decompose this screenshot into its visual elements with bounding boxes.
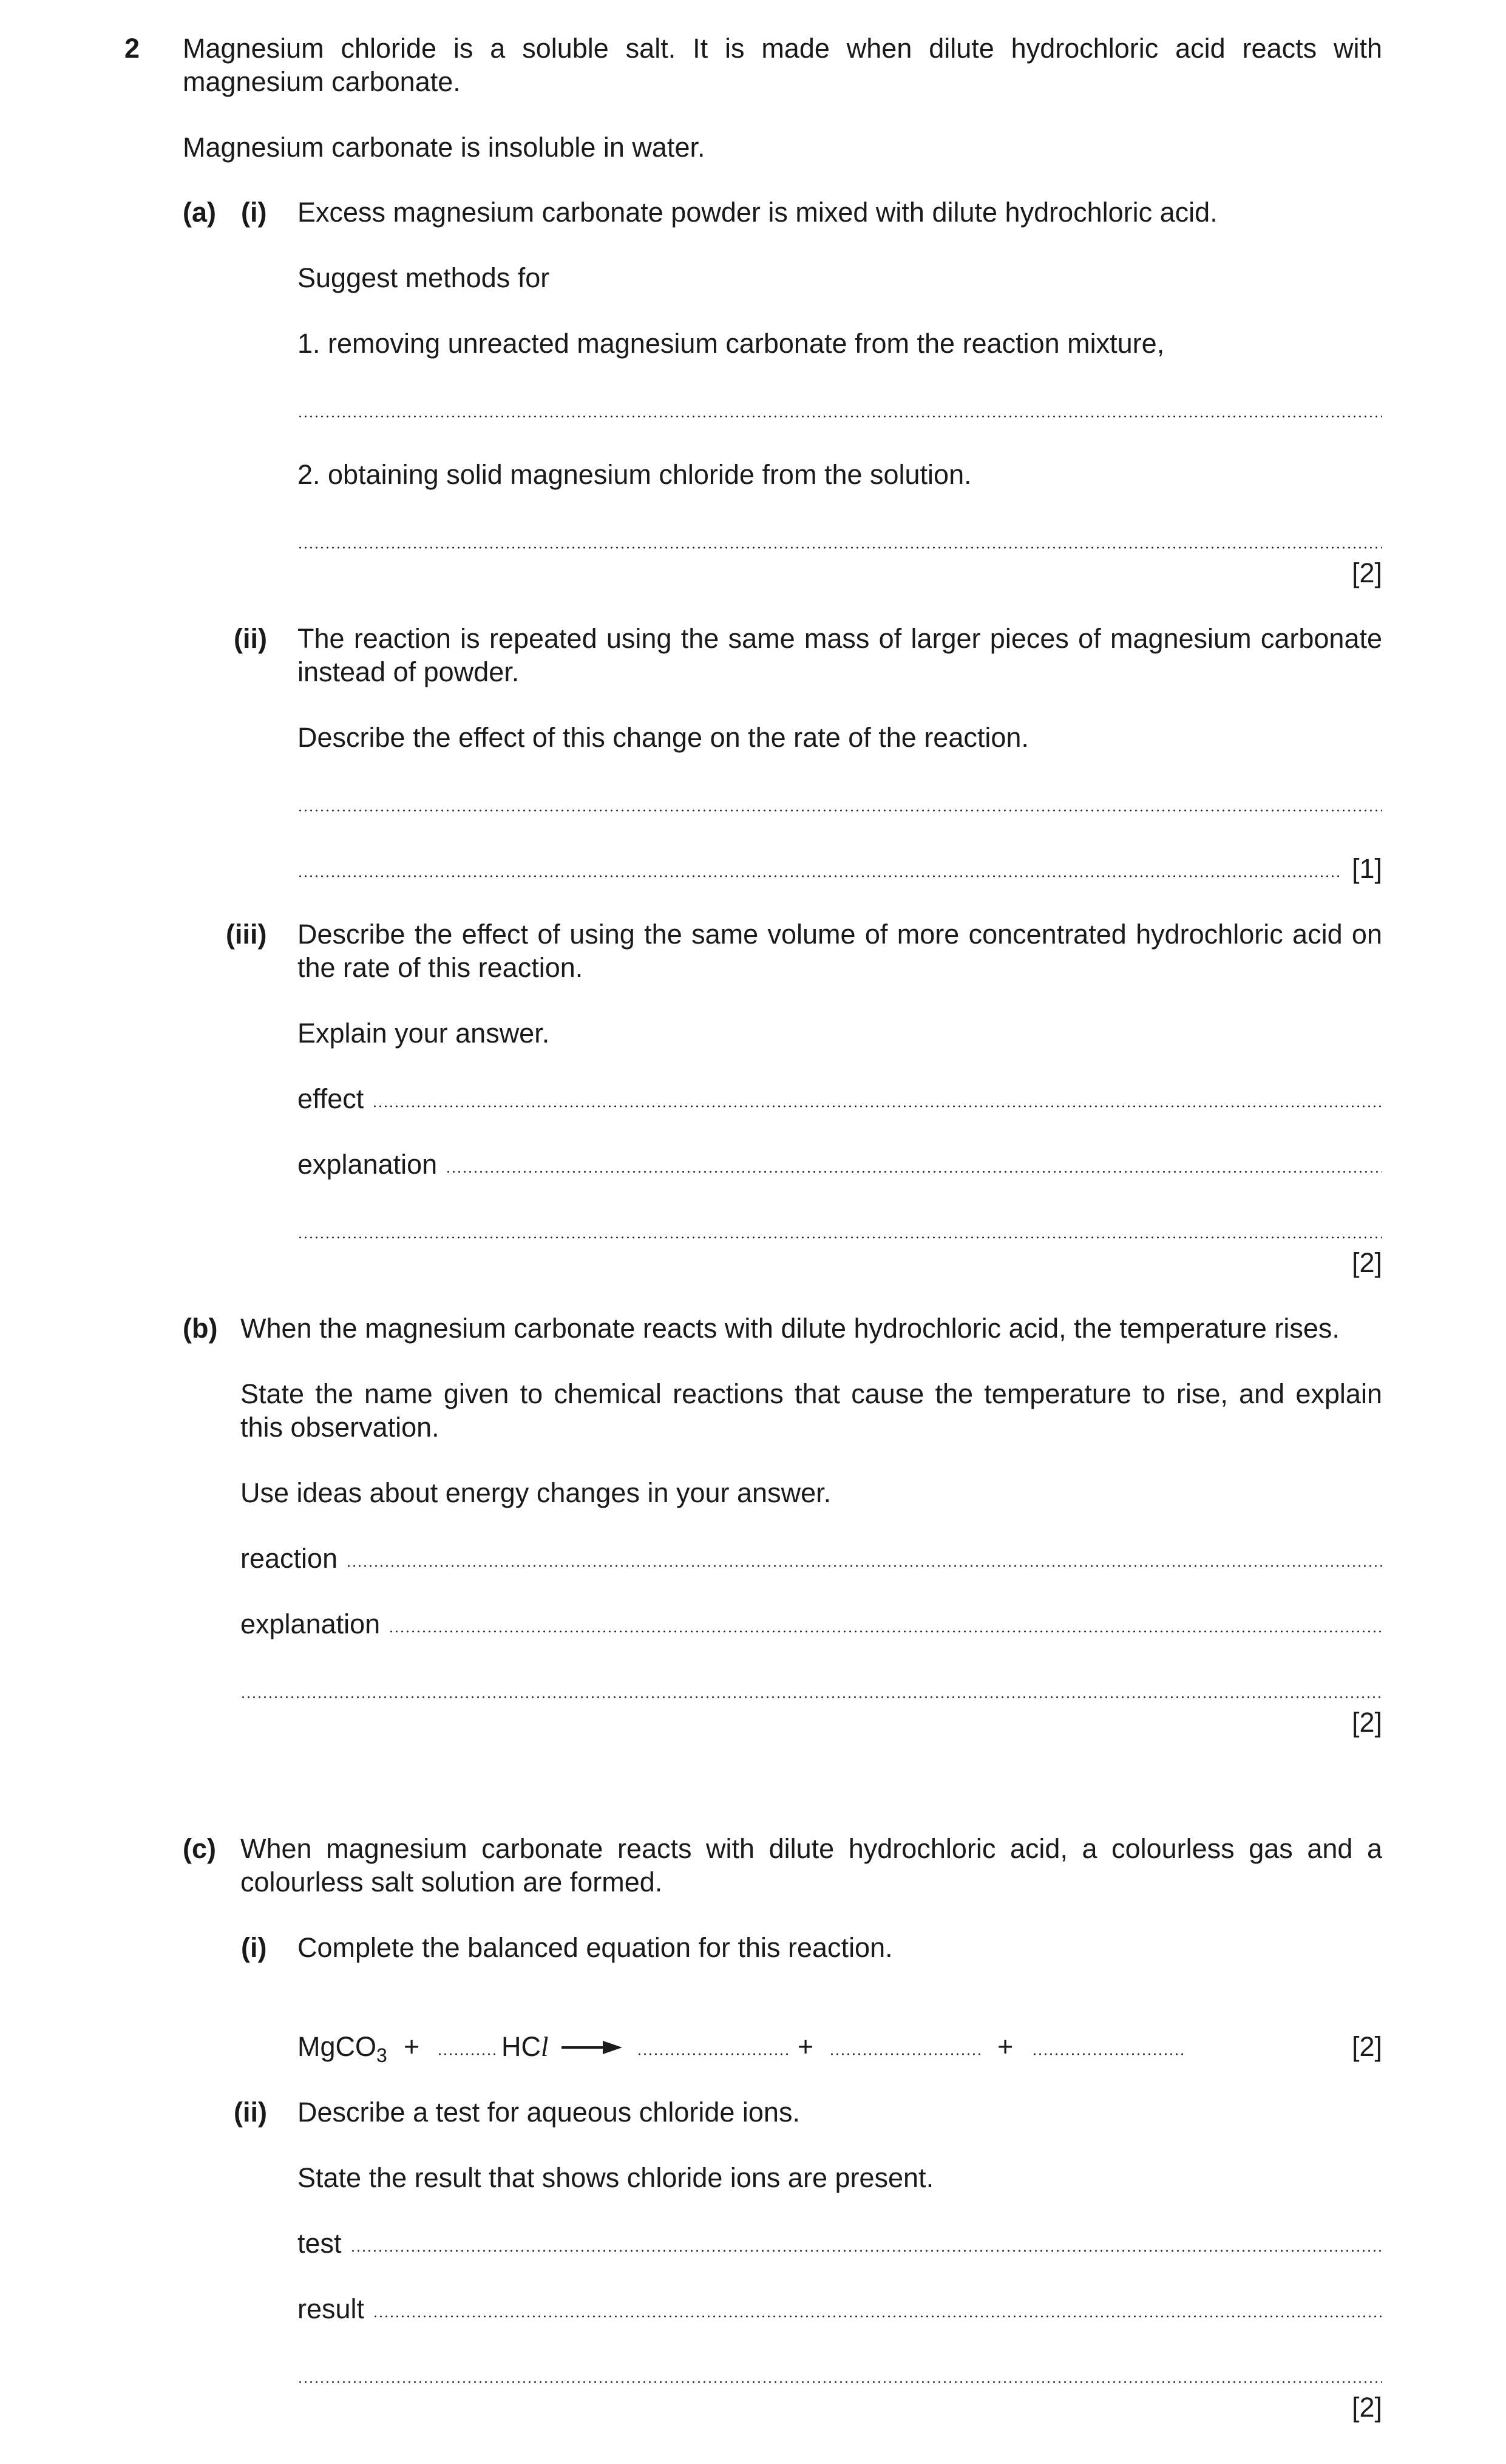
- part-a-iii-explain: Explain your answer.: [297, 1018, 550, 1049]
- eq-hcl: HC: [501, 2031, 541, 2062]
- part-c-ii-label: (ii): [234, 2097, 267, 2128]
- test-label: test: [297, 2228, 342, 2259]
- question-number: 2: [124, 33, 140, 64]
- part-c-label: (c): [183, 1833, 216, 1864]
- marks-c-i: [2]: [1351, 2031, 1382, 2062]
- result-label: result: [297, 2293, 365, 2324]
- intro-text: Magnesium chloride is a soluble salt. It is made when dilute hydrochloric acid reacts with magnesium carbonate.: [183, 33, 1382, 97]
- part-a-iii-label: (iii): [226, 919, 267, 950]
- answer-line[interactable]: [240, 1673, 1382, 1706]
- reaction-label: reaction: [240, 1543, 338, 1574]
- answer-line[interactable]: [297, 1213, 1382, 1247]
- part-a-i-text: Excess magnesium carbonate powder is mixed with dilute hydrochloric acid.: [297, 197, 1218, 228]
- eq-plus: +: [798, 2031, 814, 2062]
- part-b-text: When the magnesium carbonate reacts with dilute hydrochloric acid, the temperature rises.: [240, 1313, 1340, 1344]
- reaction-answer-line[interactable]: [240, 1542, 1382, 1575]
- explanation-label: explanation: [240, 1608, 381, 1639]
- eq-subscript: 3: [376, 2044, 387, 2066]
- part-a-i-suggest: Suggest methods for: [297, 262, 550, 293]
- eq-plus: +: [404, 2031, 420, 2062]
- marks-b: [2]: [1351, 1707, 1382, 1738]
- part-b-state: State the name given to chemical reactions that cause the temperature to rise, and explain this observation.: [240, 1378, 1382, 1443]
- part-a-ii-describe: Describe the effect of this change on the rate of the reaction.: [297, 722, 1029, 753]
- product-blank-1[interactable]: [637, 2053, 789, 2055]
- effect-label: effect: [297, 1083, 364, 1114]
- eq-mgco: MgCO: [297, 2031, 377, 2062]
- result-answer-line[interactable]: [297, 2292, 1382, 2326]
- answer-line[interactable]: [297, 523, 1382, 557]
- part-a-label: (a): [183, 197, 216, 228]
- answer-line[interactable]: [297, 786, 1382, 820]
- part-c-i-text: Complete the balanced equation for this reaction.: [297, 1932, 893, 1963]
- product-blank-2[interactable]: [829, 2053, 981, 2055]
- part-c-ii-state: State the result that shows chloride ions are present.: [297, 2162, 934, 2193]
- part-a-ii-label: (ii): [234, 623, 267, 654]
- eq-plus: +: [997, 2031, 1014, 2062]
- part-a-i-item1: 1. removing unreacted magnesium carbonate from the reaction mixture,: [297, 328, 1165, 359]
- test-answer-line[interactable]: [297, 2227, 1382, 2260]
- marks-c-ii: [2]: [1351, 2392, 1382, 2423]
- answer-line[interactable]: [297, 2358, 1382, 2391]
- marks-a-ii: [1]: [1351, 853, 1382, 884]
- part-a-ii-text: The reaction is repeated using the same mass of larger pieces of magnesium carbonate instead of powder.: [297, 623, 1382, 687]
- explanation-label: explanation: [297, 1149, 438, 1180]
- effect-answer-line[interactable]: [297, 1082, 1382, 1115]
- part-c-i-label: (i): [241, 1932, 267, 1963]
- part-a-i-item2: 2. obtaining solid magnesium chloride from the solution.: [297, 459, 972, 490]
- part-c-text: When magnesium carbonate reacts with dilute hydrochloric acid, a colourless gas and a colourless salt solution are formed.: [240, 1833, 1382, 1897]
- intro-text-2: Magnesium carbonate is insoluble in water.: [183, 132, 705, 163]
- part-c-ii-text: Describe a test for aqueous chloride ions.: [297, 2097, 800, 2128]
- explanation-answer-line[interactable]: [240, 1607, 1382, 1641]
- eq-hcl-l: l: [541, 2032, 549, 2062]
- answer-line[interactable]: [297, 852, 1341, 885]
- product-blank-3[interactable]: [1032, 2053, 1184, 2055]
- part-b-use: Use ideas about energy changes in your answer.: [240, 1477, 832, 1508]
- part-a-iii-text: Describe the effect of using the same volume of more concentrated hydrochloric acid on the rate of this reaction.: [297, 919, 1382, 983]
- explanation-answer-line[interactable]: [297, 1148, 1382, 1181]
- marks-a-iii: [2]: [1351, 1247, 1382, 1278]
- part-b-label: (b): [183, 1313, 218, 1344]
- reaction-arrow-icon: [561, 2038, 622, 2057]
- marks-a-i: [2]: [1351, 557, 1382, 588]
- answer-line[interactable]: [297, 392, 1382, 426]
- coefficient-blank[interactable]: [437, 2053, 498, 2055]
- part-a-i-label: (i): [241, 197, 267, 228]
